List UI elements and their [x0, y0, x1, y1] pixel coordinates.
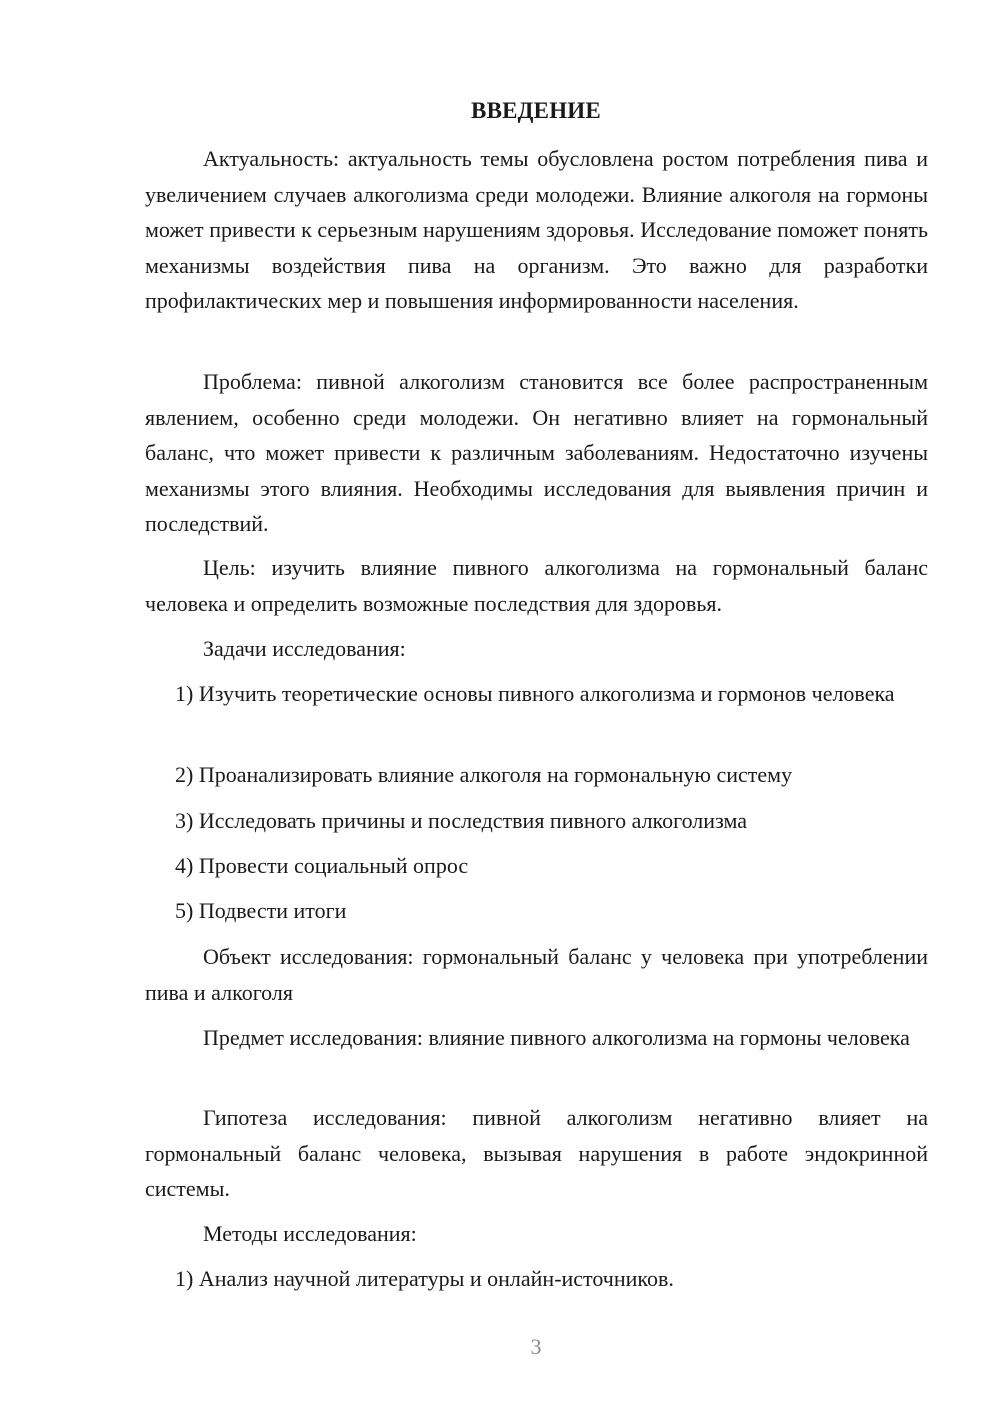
tasks-title: Задачи исследования:: [203, 636, 406, 661]
methods-title: Методы исследования:: [203, 1221, 417, 1246]
task-item-1-block: [145, 676, 928, 712]
page-heading: ВВЕДЕНИЕ: [471, 98, 601, 123]
methods-title-block: [145, 1216, 928, 1252]
task-item-4-block: [145, 848, 928, 884]
task-item: 2) Проанализировать влияние алкоголя на гормональную систему: [175, 762, 793, 787]
task-item: 3) Исследовать причины и последствия пивного алкоголизма: [175, 808, 747, 833]
task-item: 1) Изучить теоретические основы пивного алкоголизма и гормонов человека: [175, 681, 895, 706]
method-item: 1) Анализ научной литературы и онлайн-источников.: [175, 1266, 674, 1291]
hypothesis-paragraph: Гипотеза исследования: пивной алкоголизм негативно влияет на гормональный баланс человека, вызывая нарушения в работе эндокринной системы.: [145, 1105, 928, 1201]
relevance-paragraph: Актуальность: актуальность темы обусловлена ростом потребления пива и увеличением случаев алкоголизма среди молодежи. Влияние алкоголя на гормоны может привести к серьезным нарушениям здоровья. Исследование поможет понять механизмы воздействия пива на организм. Это важно для разработки профилактических мер и повышения информированности населения.: [145, 146, 928, 313]
task-item-3-block: [145, 803, 928, 839]
method-item-1-block: [145, 1261, 928, 1297]
subject-block: [145, 1020, 928, 1056]
subject-paragraph: Предмет исследования: влияние пивного алкоголизма на гормоны человека: [203, 1025, 910, 1050]
problem-block: [145, 364, 928, 542]
task-item-5-block: [145, 893, 928, 929]
problem-paragraph: Проблема: пивной алкоголизм становится все более распространенным явлением, особенно среди молодежи. Он негативно влияет на гормональный баланс, что может привести к различным заболеваниям. Недостаточно изучены механизмы этого влияния. Необходимы исследования для выявления причин и последствий.: [145, 369, 928, 536]
page-number: 3: [530, 1334, 542, 1359]
goal-block: [145, 550, 928, 621]
goal-paragraph: Цель: изучить влияние пивного алкоголизма на гормональный баланс человека и определить возможные последствия для здоровья.: [145, 555, 928, 616]
object-block: [145, 939, 928, 1010]
task-item: 4) Провести социальный опрос: [175, 853, 469, 878]
object-paragraph: Объект исследования: гормональный баланс у человека при употреблении пива и алкоголя: [145, 944, 928, 1005]
task-item-2-block: [145, 757, 928, 793]
relevance-block: [145, 141, 928, 319]
task-item: 5) Подвести итоги: [175, 898, 347, 923]
hypothesis-block: [145, 1100, 928, 1207]
tasks-title-block: [145, 631, 928, 667]
